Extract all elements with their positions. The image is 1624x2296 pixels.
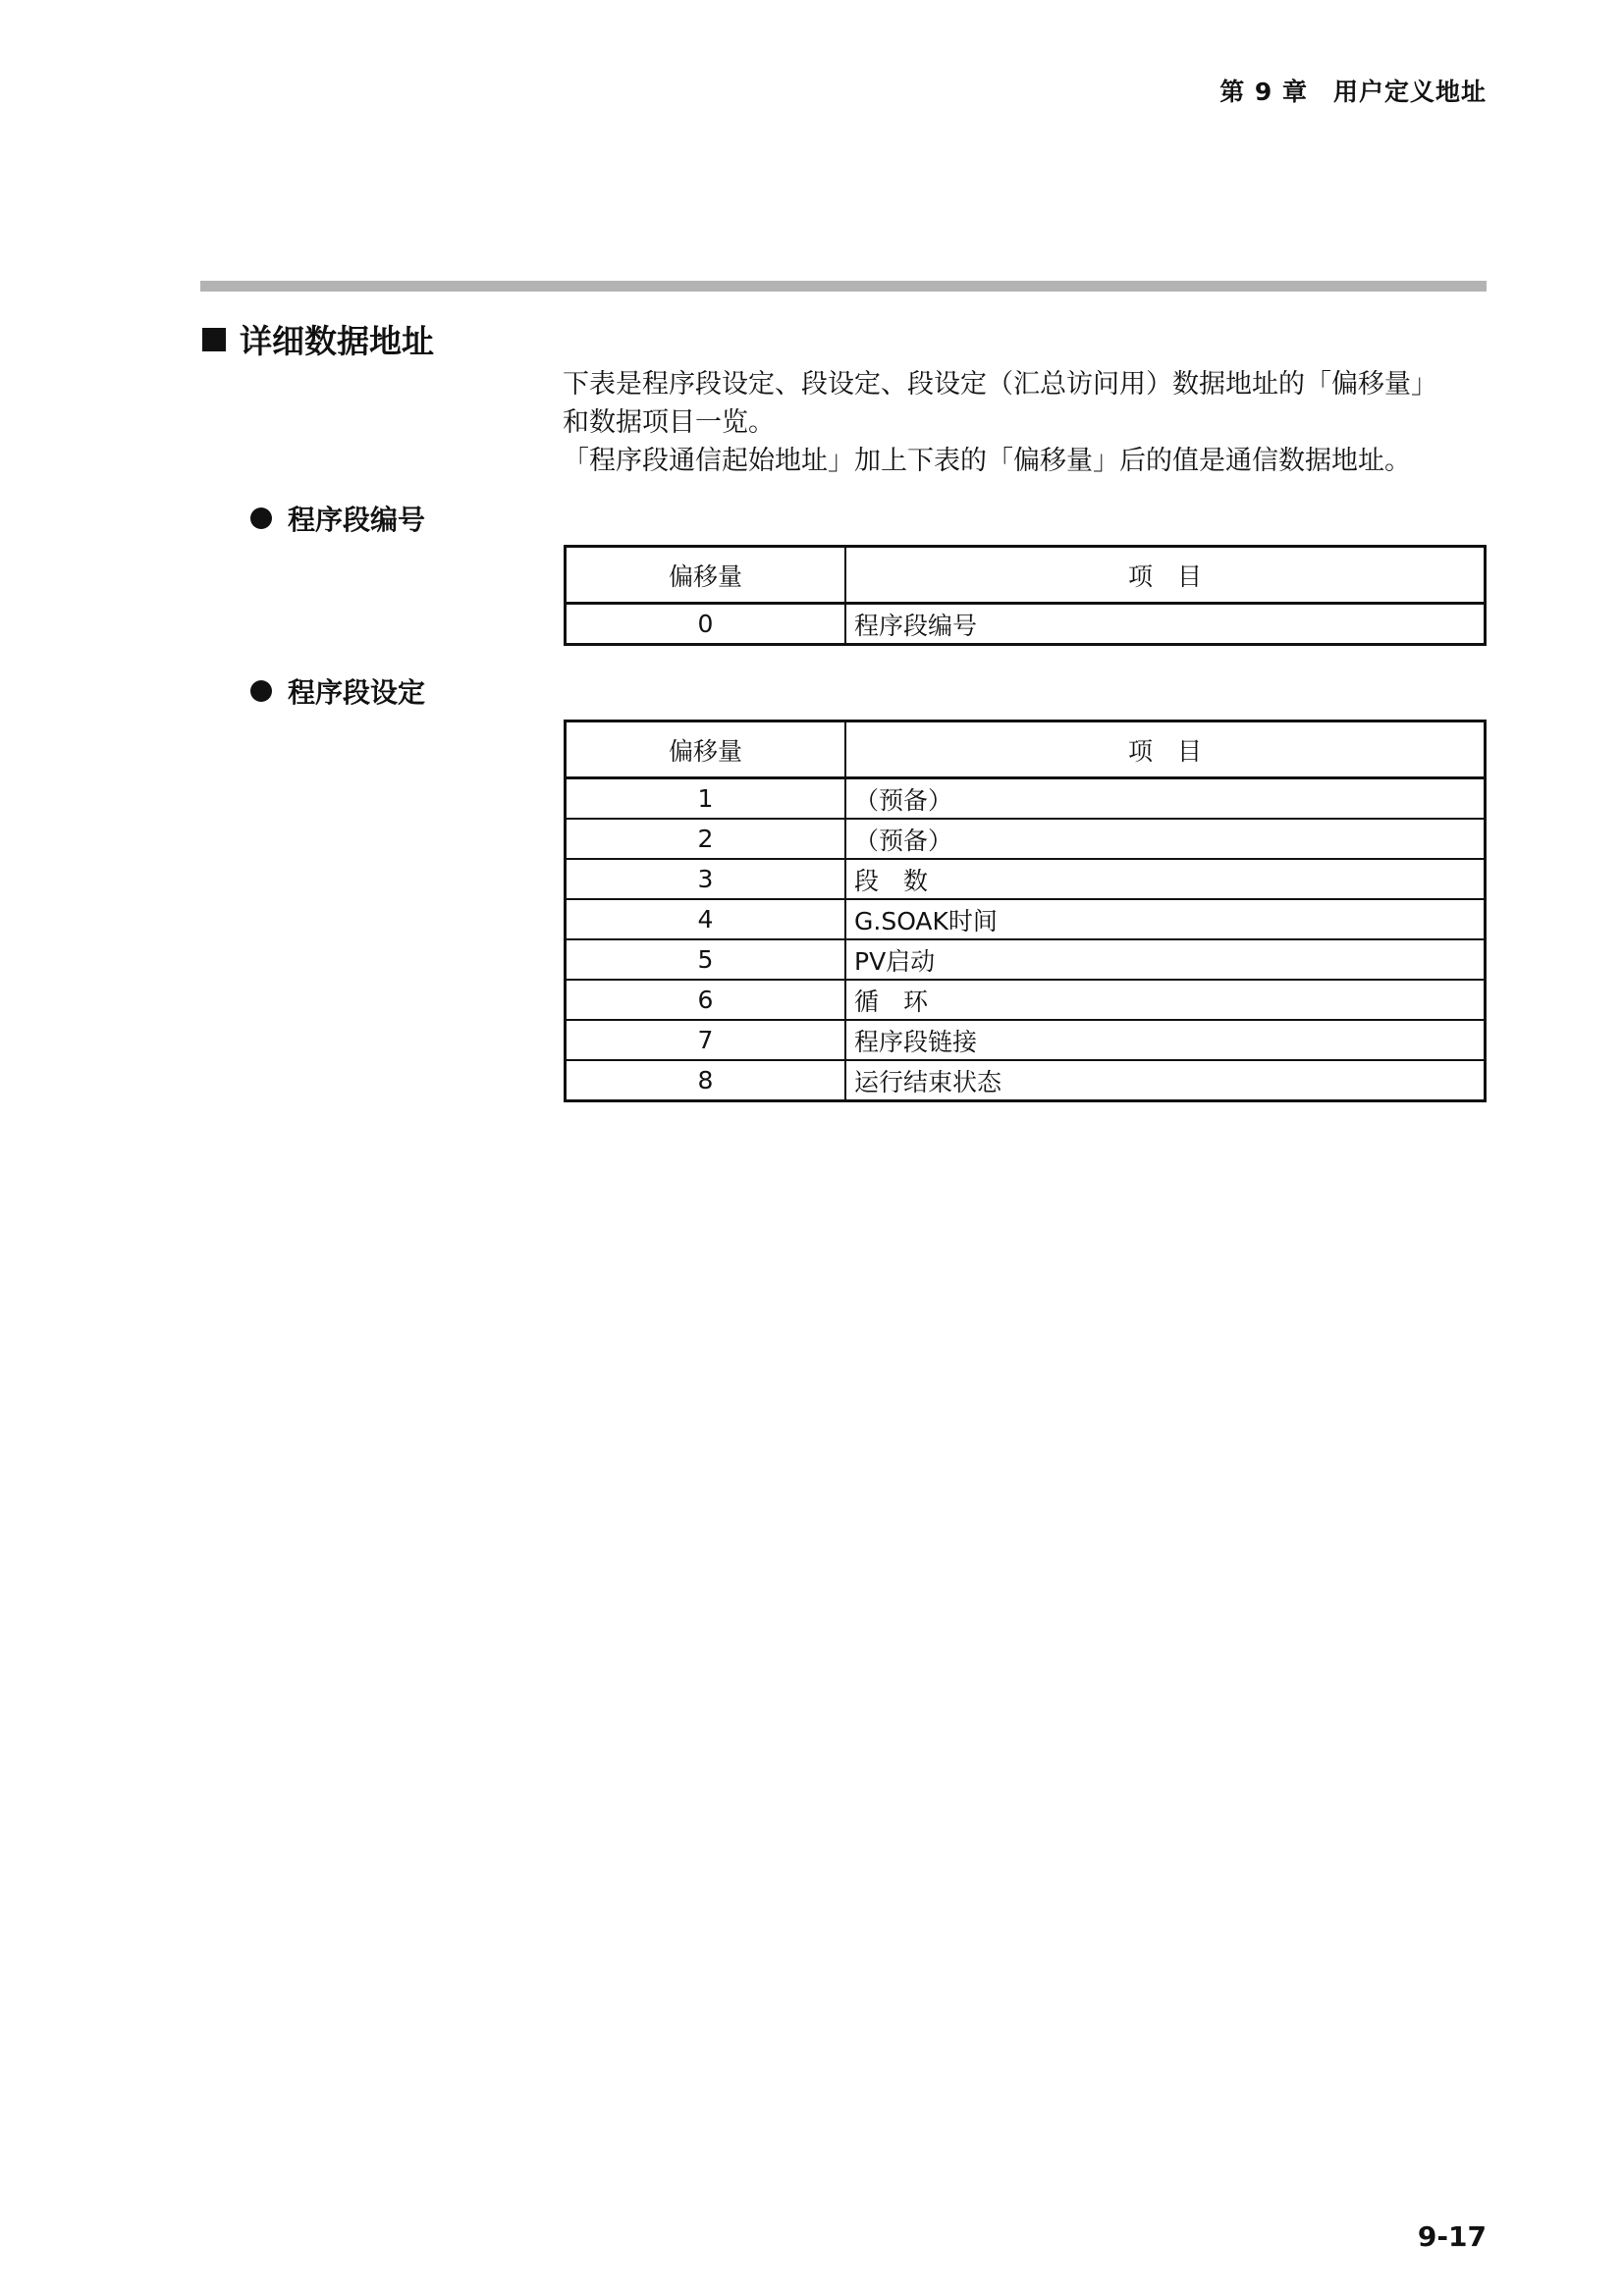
circle-bullet-icon — [250, 507, 272, 529]
intro-line: 和数据项目一览。 — [563, 407, 775, 438]
offset-cell: 8 — [566, 1060, 846, 1101]
offset-cell: 1 — [566, 778, 846, 820]
offset-cell: 6 — [566, 980, 846, 1020]
table-row — [566, 1060, 1486, 1101]
offset-cell: 5 — [566, 939, 846, 980]
offset-cell: 0 — [566, 604, 846, 645]
offset-cell: 7 — [566, 1020, 846, 1060]
column-header-item: 项 目 — [845, 721, 1486, 778]
item-cell: 程序段链接 — [845, 1020, 1486, 1060]
table-row — [566, 980, 1486, 1020]
subheading-label: 程序段设定 — [288, 676, 426, 709]
item-cell: （预备） — [845, 778, 1486, 820]
circle-bullet-icon — [250, 680, 272, 702]
table-row — [566, 604, 1486, 645]
item-cell: 程序段编号 — [845, 604, 1486, 645]
section-heading — [202, 316, 434, 362]
segment-settings-table — [564, 720, 1487, 1102]
table-header-row — [566, 721, 1486, 778]
table-row — [566, 899, 1486, 939]
offset-cell: 3 — [566, 859, 846, 899]
table-row — [566, 819, 1486, 859]
subheading-segment-number — [250, 499, 425, 538]
item-cell: G.SOAK时间 — [845, 899, 1486, 939]
offset-cell: 2 — [566, 819, 846, 859]
item-cell: （预备） — [845, 819, 1486, 859]
item-cell: 循 环 — [845, 980, 1486, 1020]
subheading-label: 程序段编号 — [288, 504, 426, 536]
table-row — [566, 778, 1486, 820]
offset-cell: 4 — [566, 899, 846, 939]
table-row — [566, 1020, 1486, 1060]
subheading-segment-settings — [250, 671, 425, 711]
section-divider — [200, 281, 1487, 292]
item-cell: 运行结束状态 — [845, 1060, 1486, 1101]
intro-line: 下表是程序段设定、段设定、段设定（汇总访问用）数据地址的「偏移量」 — [563, 369, 1437, 400]
intro-line: 「程序段通信起始地址」加上下表的「偏移量」后的值是通信数据地址。 — [563, 446, 1411, 476]
page-number: 9-17 — [1417, 2220, 1487, 2253]
square-bullet-icon — [202, 328, 226, 351]
column-header-item: 项 目 — [845, 547, 1486, 604]
section-title: 详细数据地址 — [240, 322, 434, 360]
chapter-header: 第 9 章 用户定义地址 — [1219, 78, 1487, 106]
table-row — [566, 859, 1486, 899]
item-cell: PV启动 — [845, 939, 1486, 980]
table-header-row — [566, 547, 1486, 604]
intro-paragraph — [563, 365, 1505, 480]
segment-number-table — [564, 545, 1487, 646]
table-row — [566, 939, 1486, 980]
item-cell: 段 数 — [845, 859, 1486, 899]
column-header-offset: 偏移量 — [566, 721, 846, 778]
column-header-offset: 偏移量 — [566, 547, 846, 604]
